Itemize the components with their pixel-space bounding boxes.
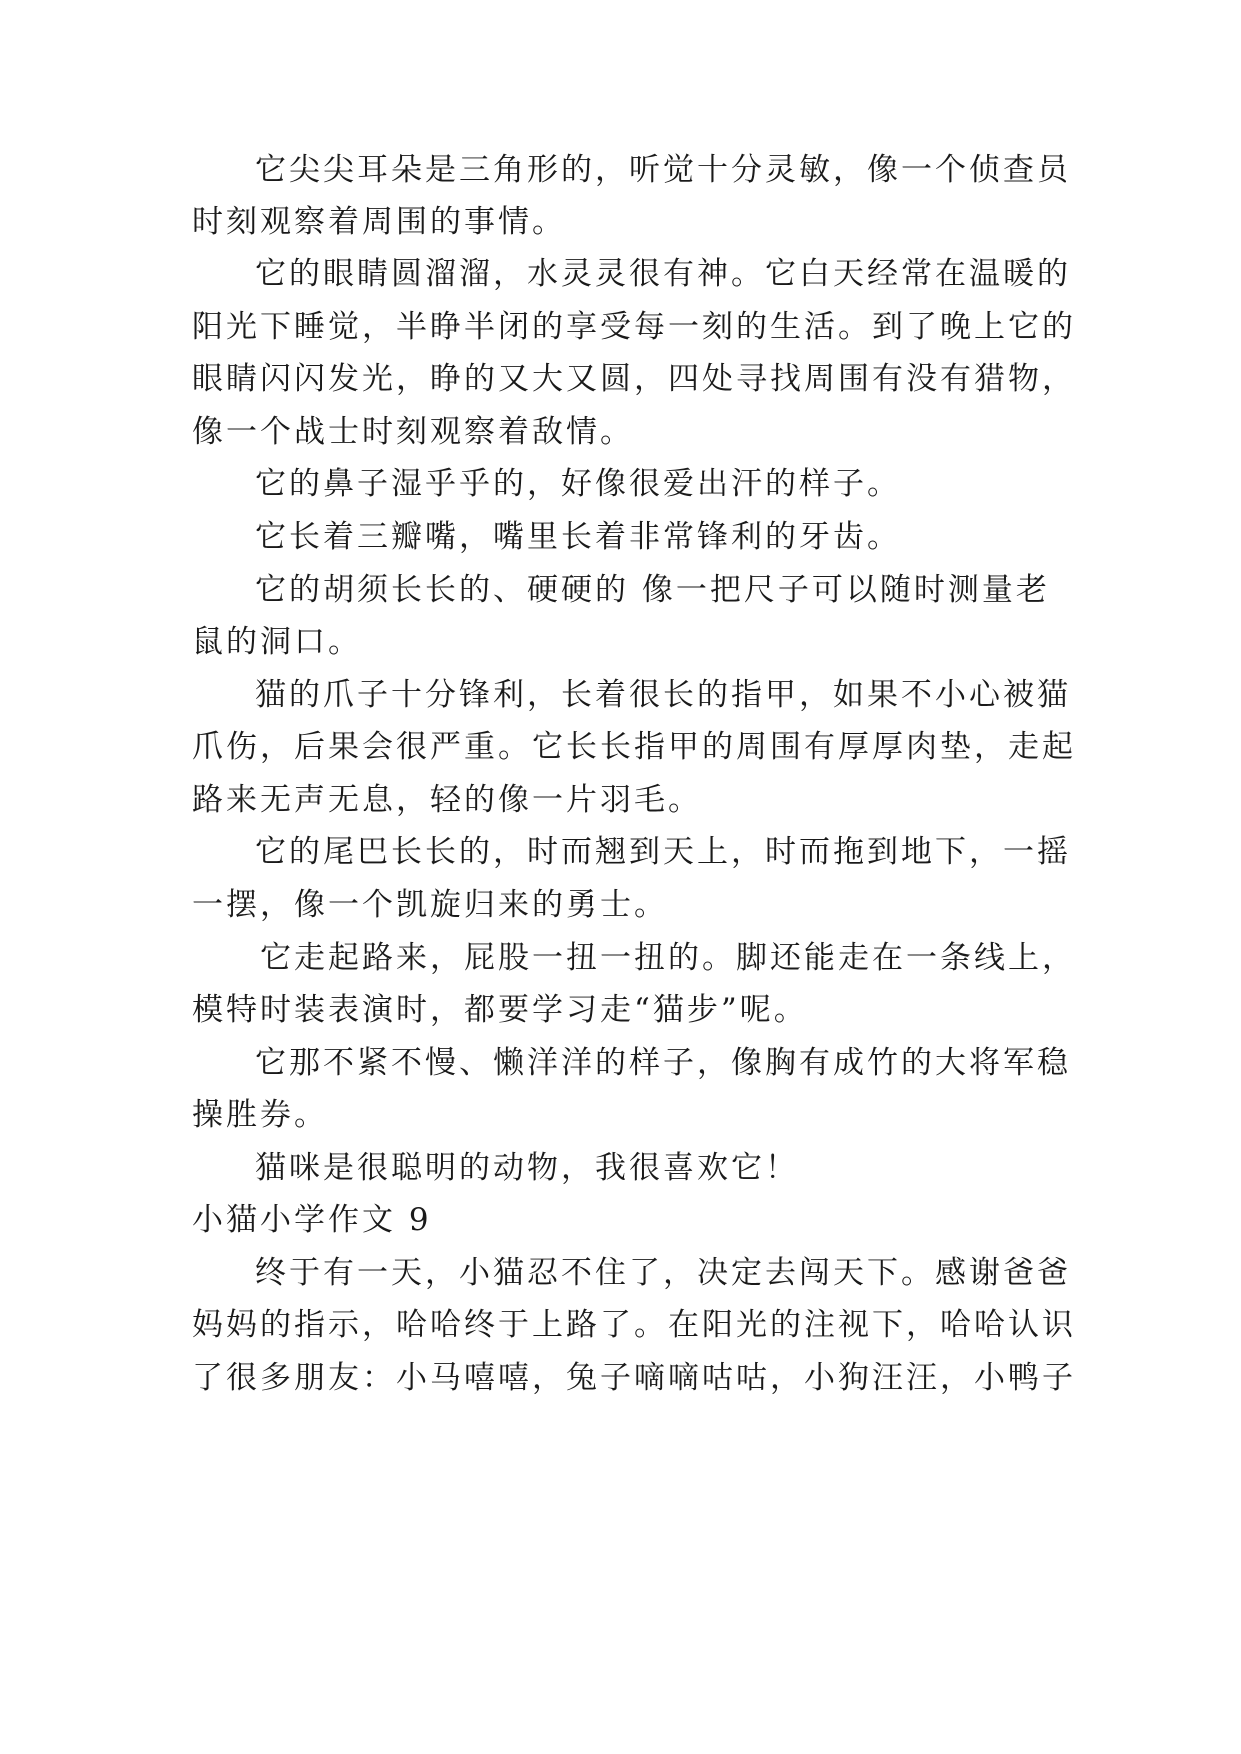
paragraph-line: 了很多朋友：小马嘻嘻，兔子嘀嘀咕咕，小狗汪汪，小鸭子 <box>192 1360 1076 1396</box>
paragraph-line: 鼠的洞口。 <box>192 624 362 660</box>
paragraph-line: 妈妈的指示，哈哈终于上路了。在阳光的注视下，哈哈认识 <box>192 1307 1076 1343</box>
paragraph-line: 猫咪是很聪明的动物，我很喜欢它！ <box>255 1150 799 1186</box>
paragraph-line: 它走起路来，屁股一扭一扭的。脚还能走在一条线上， <box>260 940 1076 976</box>
paragraph-line: 一摆，像一个凯旋归来的勇士。 <box>192 887 668 923</box>
paragraph-line: 时刻观察着周围的事情。 <box>192 204 566 240</box>
paragraph-line: 它的尾巴长长的，时而翘到天上，时而拖到地下，一摇 <box>255 834 1071 870</box>
paragraph-line: 眼睛闪闪发光，睁的又大又圆，四处寻找周围有没有猎物， <box>192 361 1076 397</box>
paragraph-line: 它那不紧不慢、懒洋洋的样子，像胸有成竹的大将军稳 <box>255 1045 1071 1081</box>
paragraph-line: 像一个战士时刻观察着敌情。 <box>192 414 634 450</box>
paragraph-line: 它的胡须长长的、硬硬的 像一把尺子可以随时测量老 <box>255 572 1050 608</box>
paragraph-line: 它长着三瓣嘴，嘴里长着非常锋利的牙齿。 <box>255 519 901 555</box>
paragraph-line: 爪伤，后果会很严重。它长长指甲的周围有厚厚肉垫，走起 <box>192 729 1076 765</box>
paragraph-line: 模特时装表演时，都要学习走“猫步”呢。 <box>192 992 808 1028</box>
paragraph-line: 它的鼻子湿乎乎的，好像很爱出汗的样子。 <box>255 466 901 502</box>
paragraph-line: 猫的爪子十分锋利，长着很长的指甲，如果不小心被猫 <box>255 677 1071 713</box>
section-heading: 小猫小学作文 9 <box>192 1202 432 1238</box>
paragraph-line: 操胜券。 <box>192 1097 328 1133</box>
paragraph-line: 终于有一天，小猫忍不住了，决定去闯天下。感谢爸爸 <box>255 1255 1071 1291</box>
paragraph-line: 它的眼睛圆溜溜，水灵灵很有神。它白天经常在温暖的 <box>255 256 1071 292</box>
paragraph-line: 阳光下睡觉，半睁半闭的享受每一刻的生活。到了晚上它的 <box>192 309 1076 345</box>
paragraph-line: 它尖尖耳朵是三角形的，听觉十分灵敏，像一个侦查员 <box>255 152 1071 188</box>
paragraph-line: 路来无声无息，轻的像一片羽毛。 <box>192 782 702 818</box>
